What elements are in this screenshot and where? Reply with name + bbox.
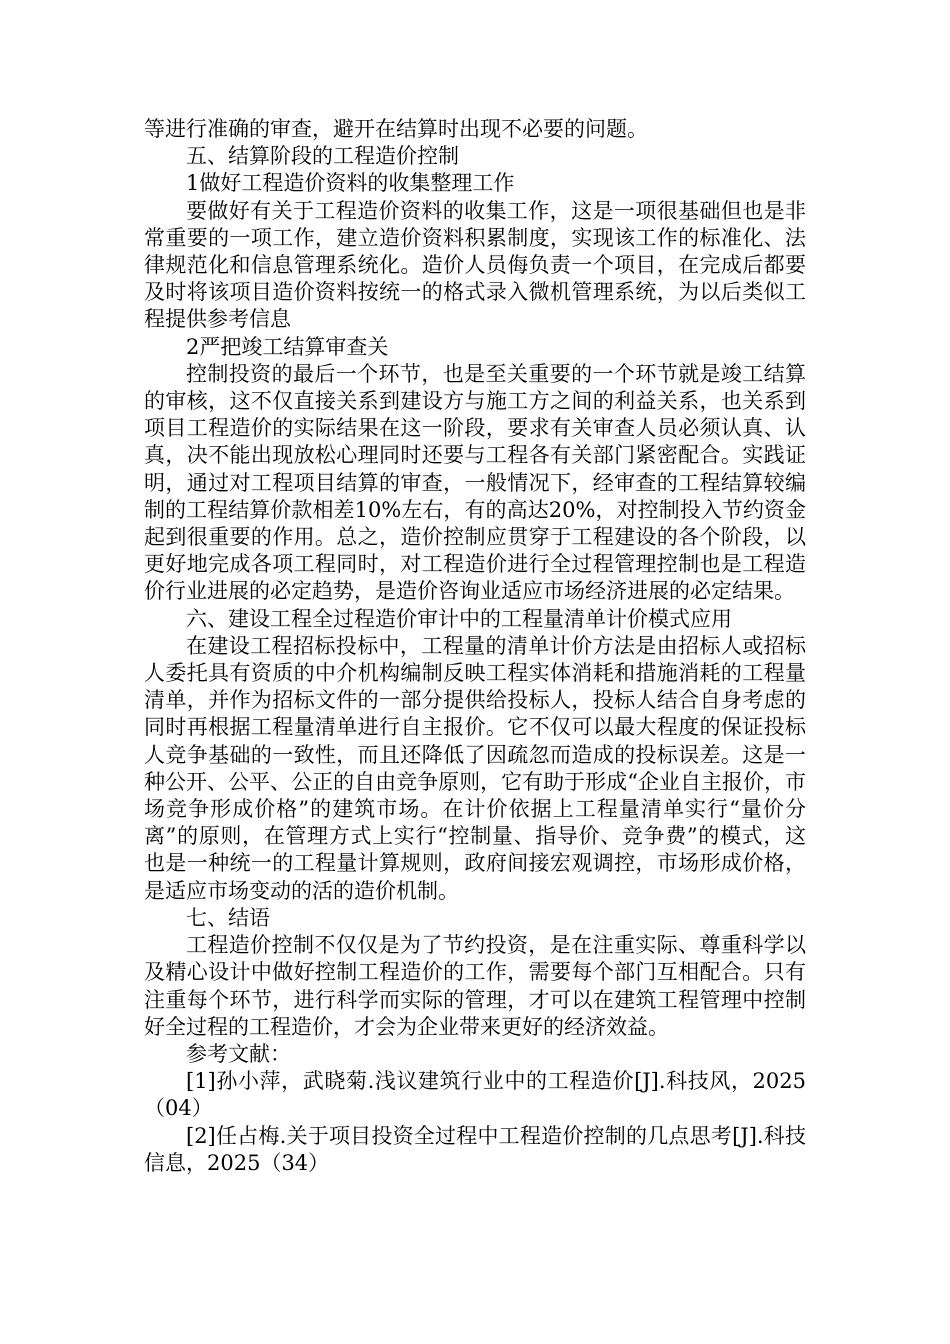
subheading-data-collection: 1做好工程造价资料的收集整理工作 — [186, 171, 515, 196]
paragraph-bill-of-quantities: 在建设工程招标投标中，工程量的清单计价方法是由招标人或招标人委托具有资质的中介机构编制反映工程实体消耗和措施消耗的工程量清单，并作为招标文件的一部分提供给投标人，投标人结合自身考虑的同时再根据工程量清单进行自主报价。它不仅可以最大程度的保证投标人竞争基础的一致性，而且还降低了因疏忽而造成的投标误差。这是一种公开、公平、公正的自由竞争原则，它有助于形成“企业自主报价，市场竞争形成价格”的建筑市场。在计价依据上工程量清单实行“量价分离”的原则，在管理方式上实行“控制量、指导价、竞争费”的模式，这也是一种统一的工程量计算规则，政府间接宏观调控，市场形成价格，是适应市场变动的活的造价机制。 — [144, 633, 806, 903]
subheading-settlement-review: 2严把竣工结算审查关 — [186, 334, 389, 359]
paragraph-data-collection: 要做好有关于工程造价资料的收集工作，这是一项很基础但也是非常重要的一项工作，建立造价资料积累制度，实现该工作的标准化、法律规范化和信息管理系统化。造价人员侮负责一个项目，在完成后都要及时将该项目造价资料按统一的格式录入微机管理系统，为以后类似工程提供参考信息 — [144, 198, 806, 332]
document-body — [144, 116, 806, 1177]
reference-item-2: [2]任占梅.关于项目投资全过程中工程造价控制的几点思考[J].科技信息，2025（34） — [144, 1123, 806, 1175]
reference-item-1: [1]孙小萍，武晓菊.浅议建筑行业中的工程造价[J].科技风，2025（04） — [144, 1069, 806, 1121]
section-heading-settlement: 五、结算阶段的工程造价控制 — [186, 144, 459, 169]
section-heading-conclusion: 七、结语 — [186, 905, 270, 930]
section-heading-bill-of-quantities: 六、建设工程全过程造价审计中的工程量清单计价模式应用 — [186, 606, 732, 631]
paragraph-settlement-review: 控制投资的最后一个环节，也是至关重要的一个环节就是竣工结算的审核，这不仅直接关系到建设方与施工方之间的利益关系，也关系到项目工程造价的实际结果在这一阶段，要求有关审查人员必须认真、认真，决不能出现放松心理同时还要与工程各有关部门紧密配合。实践证明，通过对工程项目结算的审查，一般情况下，经审查的工程结算较编制的工程结算价款相差10%左右，有的高达20%，对控制投入节约资金起到很重要的作用。总之，造价控制应贯穿于工程建设的各个阶段，以更好地完成各项工程同时，对工程造价进行全过程管理控制也是工程造价行业进展的必定趋势，是造价咨询业适应市场经济进展的必定结果。 — [144, 361, 806, 604]
references-heading: 参考文献： — [186, 1041, 291, 1066]
paragraph-conclusion: 工程造价控制不仅仅是为了节约投资，是在注重实际、尊重科学以及精心设计中做好控制工程造价的工作，需要每个部门互相配合。只有注重每个环节，进行科学而实际的管理，才可以在建筑工程管理中控制好全过程的工程造价，才会为企业带来更好的经济效益。 — [144, 933, 806, 1039]
paragraph-continuation: 等进行准确的审查，避开在结算时出现不必要的问题。 — [144, 117, 648, 141]
